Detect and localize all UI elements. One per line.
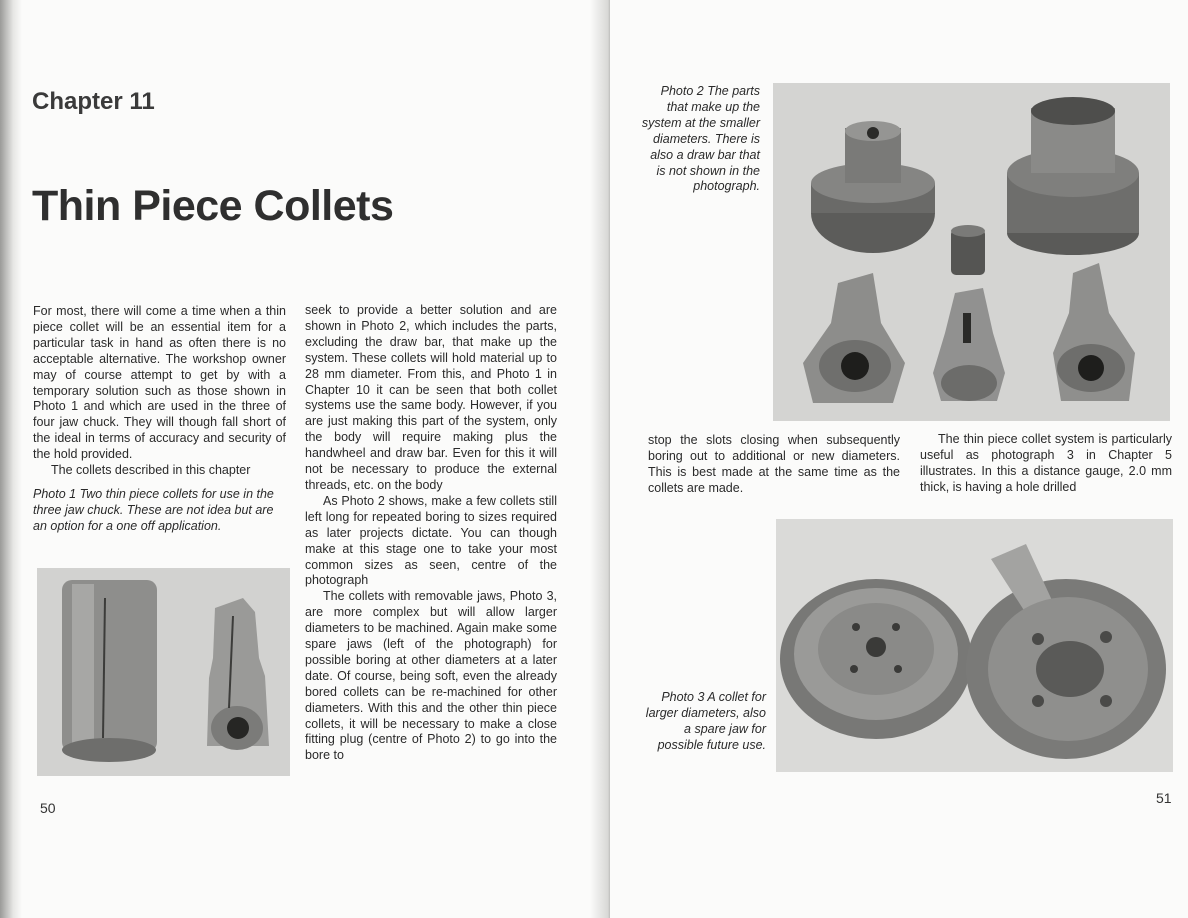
chapter-title: Thin Piece Collets [32,182,394,230]
body-paragraph: stop the slots closing when subsequently boring out to additional or new diameters. This is best made at the same time as the collets are made. [648,433,900,495]
page-edge-shadow [0,0,22,918]
right-page [610,0,1188,918]
photo1-caption: Photo 1 Two thin piece collets for use in the three jaw chuck. These are not idea but are an option for a one off application. [33,486,274,533]
body-paragraph: The collets with removable jaws, Photo 3, are more complex but will allow larger diameters to be machined. Again make some spare jaws (left of the photograph) for possible boring at other diameters at a later date. Of course, being soft, even the already bored collets can be re-machined for other diameters. With this and the other thin piece collets, it will be necessary to make a close fitting plug (centre of Photo 2) to go into the bore to [305,589,557,763]
left-column-1 [33,304,286,535]
right-column-2 [920,432,1172,496]
chapter-label: Chapter 11 [32,88,155,115]
photo-1-image [37,568,290,776]
photo-2-image [773,83,1170,421]
body-paragraph: seek to provide a better solution and are shown in Photo 2, which includes the parts, excluding the draw bar, that make up the system. These collets will hold material up to 28 mm diameter. From this, and Photo 1 in Chapter 10 it can be seen that both collet systems use the same body. However, if you are just making this part of the system, only the body will require making plus the handwheel and draw bar. Even for this it will not be necessary to produce the external threads, etc. on the body [305,303,557,492]
page-number: 50 [40,800,56,816]
body-paragraph: The collets described in this chapter [51,463,251,478]
photo-3-image [776,519,1173,772]
right-column-1 [648,433,900,497]
left-column-2 [305,303,557,764]
body-paragraph: As Photo 2 shows, make a few collets still left long for repeated boring to sizes required as later projects dictate. You can though make at this stage one to take your most common sizes as seen, centre of the photograph [305,493,557,588]
photo2-caption: Photo 2 The parts that make up the system at the smaller diameters. There is also a draw bar that is not shown in the photograph. [641,84,760,194]
photo3-caption: Photo 3 A collet for larger diameters, also a spare jaw for possible future use. [645,690,766,752]
body-paragraph: For most, there will come a time when a thin piece collet will be an essential item for a particular task in hand as often there is no acceptable alternative. The workshop owner may of course attempt to get by with a temporary solution such as those shown in Photo 1 and which are used in the three of four jaw chuck. They will though fall short of the ideal in terms of accuracy and security of the hold provided. [33,304,286,462]
page-number: 51 [1156,790,1172,806]
body-paragraph: The thin piece collet system is particularly useful as photograph 3 in Chapter 5 illustrates. In this a distance gauge, 2.0 mm thick, is having a hole drilled [920,432,1172,494]
left-page [18,0,608,918]
